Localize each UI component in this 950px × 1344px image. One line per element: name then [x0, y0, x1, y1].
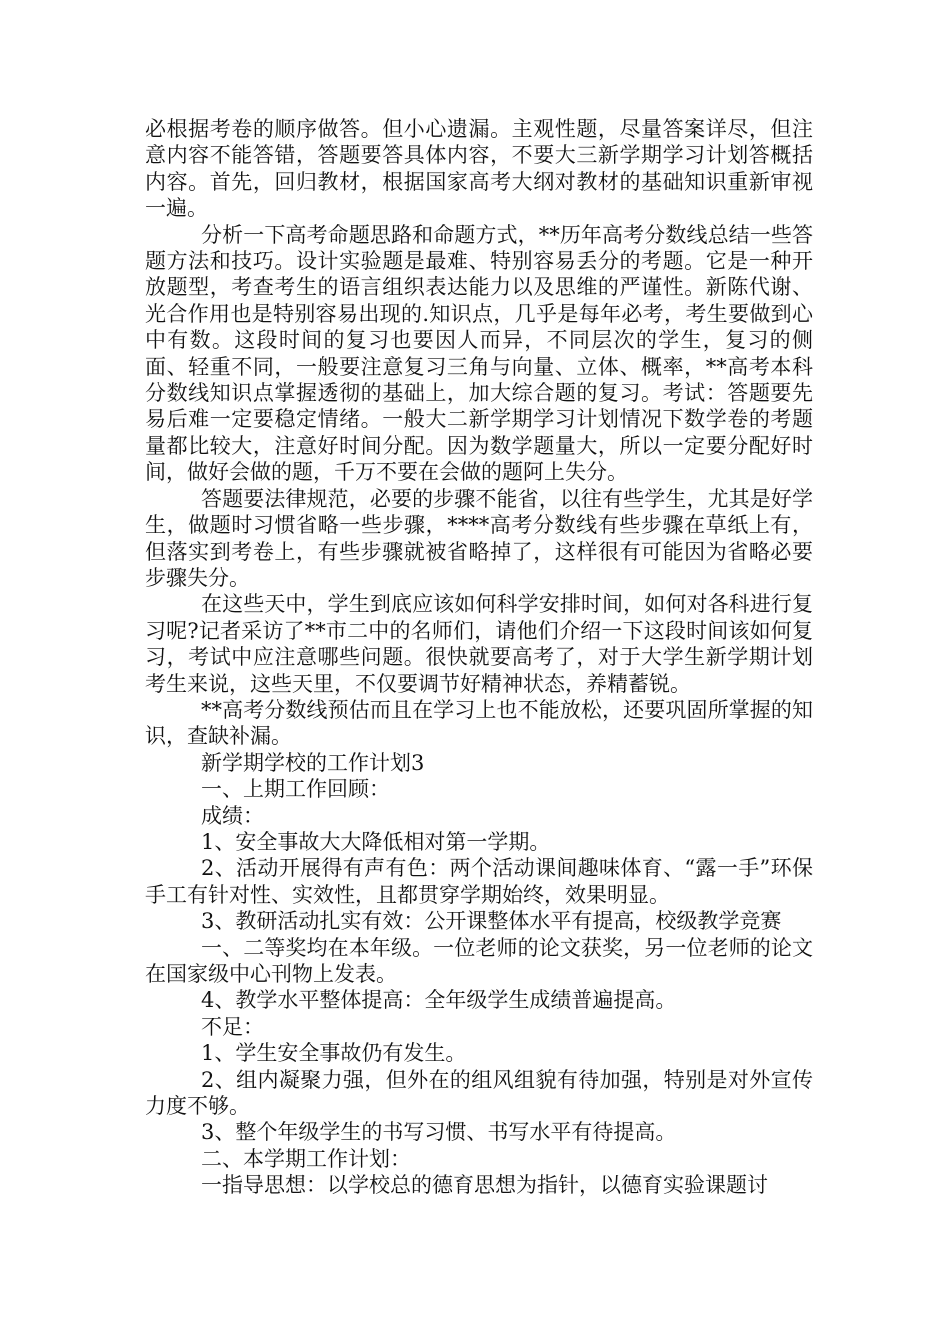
list-item: 3、整个年级学生的书写习惯、书写水平有待提高。: [201, 1120, 677, 1145]
list-item: 2、组内凝聚力强，但外在的组风组貌有待加强，特别是对外宣传力度不够。: [145, 1067, 813, 1119]
list-item: 4、教学水平整体提高：全年级学生成绩普遍提高。: [201, 988, 677, 1013]
list-item: 3、教研活动扎实有效：公开课整体水平有提高，校级教学竞赛: [201, 909, 782, 934]
list-item: 2、活动开展得有声有色：两个活动课间趣味体育、“露一手”环保手工有针对性、实效性，且都贯穿学期始终，效果明显。: [145, 856, 813, 907]
document-body: [145, 116, 813, 1199]
subheading: 成绩：: [201, 803, 264, 828]
list-item: 1、学生安全事故仍有发生。: [201, 1041, 467, 1066]
paragraph: 一指导思想：以学校总的德育思想为指针，以德育实验课题讨: [201, 1173, 768, 1198]
subheading: 不足：: [201, 1014, 264, 1039]
paragraph: 答题要法律规范，必要的步骤不能省，以往有些学生，尤其是好学生，做题时习惯省略一些步骤，****高考分数线有些步骤在草纸上有，但落实到考卷上，有些步骤就被省略掉了，这样很有可能因为省略必要步骤失分。: [145, 486, 813, 590]
subheading: 一、上期工作回顾：: [201, 777, 390, 802]
paragraph: **高考分数线预估而且在学习上也不能放松，还要巩固所掌握的知识，查缺补漏。: [145, 697, 813, 749]
paragraph: 一、二等奖均在本年级。一位老师的论文获奖，另一位老师的论文在国家级中心刊物上发表。: [145, 935, 813, 986]
paragraph: 分析一下高考命题思路和命题方式，**历年高考分数线总结一些答题方法和技巧。设计实验题是最难、特别容易丢分的考题。它是一种开放题型，考查考生的语言组织表达能力以及思维的严谨性。新陈代谢、光合作用也是特别容易出现的.知识点，几乎是每年必考，考生要做到心中有数。这段时间的复习也要因人而异，不同层次的学生，复习的侧面、轻重不同，一般要注意复习三角与向量、立体、概率，**高考本科分数线知识点掌握透彻的基础上，加大综合题的复习。考试：答题要先易后难一定要稳定情绪。一般大二新学期学习计划情况下数学卷的考题量都比较大，注意好时间分配。因为数学题量大，所以一定要分配好时间，做好会做的题，千万不要在会做的题阿上失分。: [145, 222, 813, 485]
paragraph: 在这些天中，学生到底应该如何科学安排时间，如何对各科进行复习呢?记者采访了**市二中的名师们，请他们介绍一下这段时间该如何复习，考试中应注意哪些问题。很快就要高考了，对于大学生新学期计划考生来说，这些天里，不仅要调节好精神状态，养精蓄锐。: [145, 592, 813, 696]
list-item: 1、安全事故大大降低相对第一学期。: [201, 829, 551, 854]
subheading: 二、本学期工作计划：: [201, 1146, 411, 1171]
section-heading: 新学期学校的工作计划3: [201, 750, 425, 775]
paragraph: 必根据考卷的顺序做答。但小心遗漏。主观性题，尽量答案详尽，但注意内容不能答错，答题要答具体内容，不要大三新学期学习计划答概括内容。首先，回归教材，根据国家高考大纲对教材的基础知识重新审视一遍。: [145, 117, 813, 221]
